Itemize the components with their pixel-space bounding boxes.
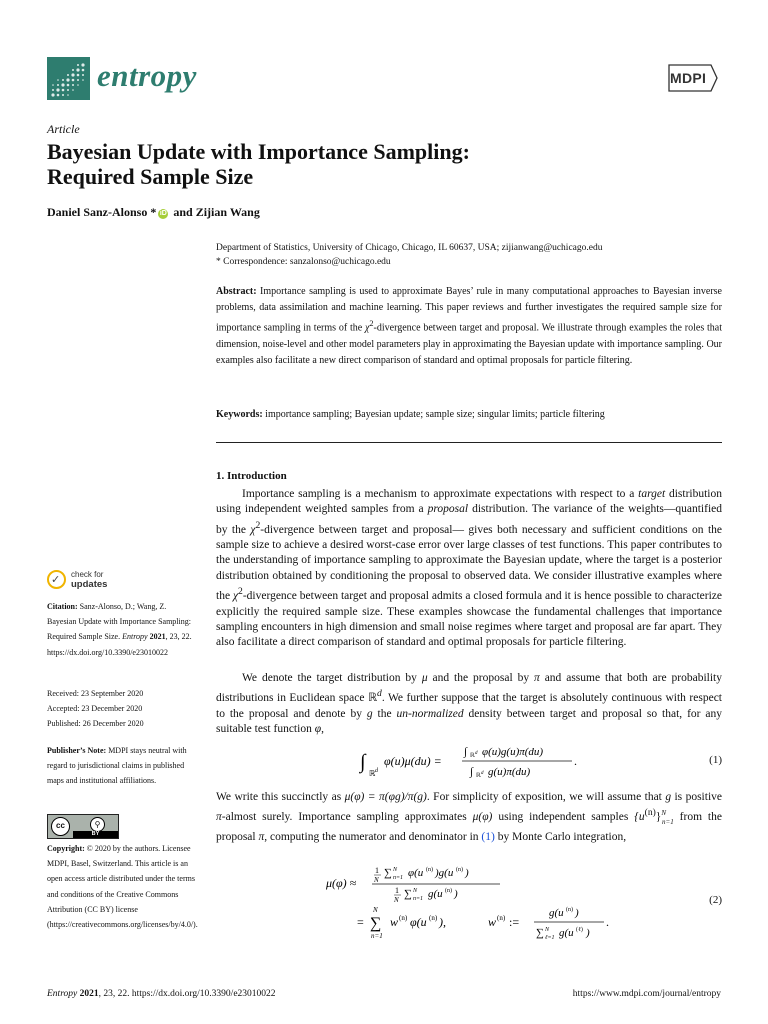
- p3-pi-2: π: [258, 830, 265, 843]
- intro-paragraph-3: [216, 790, 722, 845]
- svg-text:w: w: [488, 915, 497, 929]
- abstract-text-1: Importance sampling is used to approximate Bayes’ rule in many computational approaches to Bayesian inverse problems, data assimilation and machine learning. This paper reviews and further investigates the required sample size for importance sampling in terms of the: [216, 286, 722, 334]
- svg-text:1: 1: [395, 886, 399, 895]
- chi-symbol: χ: [364, 322, 370, 334]
- p2-dim: d: [377, 688, 382, 700]
- p3-text-f: from the proposal: [216, 811, 722, 843]
- p2-text-f: density between target and proposal so that, for any suitable test function: [216, 707, 722, 736]
- p3-g: g: [665, 791, 672, 803]
- orcid-icon[interactable]: iD: [159, 210, 167, 217]
- svg-text:∑: ∑: [404, 888, 412, 900]
- svg-text:): ): [575, 907, 579, 919]
- svg-text:(ℓ): (ℓ): [576, 927, 583, 933]
- check-line-1: check for: [71, 570, 104, 579]
- svg-text:(n): (n): [497, 914, 506, 922]
- checkmark-icon: ✓: [51, 573, 61, 586]
- svg-text:N: N: [413, 888, 418, 894]
- svg-text:φ(u)μ(du) =: φ(u)μ(du) =: [384, 754, 442, 768]
- svg-text:1: 1: [375, 866, 379, 875]
- svg-text:(n): (n): [426, 867, 433, 873]
- citation-block: [47, 599, 197, 660]
- p2-pi: π: [534, 672, 540, 684]
- article-title: [47, 139, 607, 189]
- equation-2: [216, 860, 722, 946]
- by-label: BY: [73, 831, 118, 838]
- p1-proposal: proposal: [427, 503, 469, 516]
- svg-text:ℝ: ℝ: [476, 773, 481, 779]
- footer-journal-url[interactable]: https://www.mdpi.com/journal/entropy: [572, 989, 721, 999]
- svg-text:)g(u: )g(u: [435, 867, 454, 879]
- footer-citation: [47, 989, 276, 999]
- publisher-note: [47, 743, 197, 789]
- mdpi-logo: [667, 63, 719, 93]
- intro-paragraph-1: [216, 487, 722, 651]
- svg-text:d: d: [481, 771, 484, 776]
- abstract: [216, 284, 722, 369]
- chi-superscript: 2: [369, 319, 374, 329]
- svg-text:φ(u: φ(u: [410, 915, 427, 929]
- svg-text:),: ),: [439, 915, 446, 929]
- svg-text:φ(u)g(u)π(du): φ(u)g(u)π(du): [482, 746, 544, 758]
- svg-text:=: =: [357, 915, 364, 929]
- author-1[interactable]: Daniel Sanz-Alonso *: [47, 205, 157, 219]
- svg-text:(n): (n): [445, 888, 452, 894]
- svg-text:d: d: [375, 768, 378, 774]
- svg-text:g(u: g(u: [559, 927, 574, 939]
- citation-journal: Entropy: [122, 632, 148, 642]
- svg-text:∑: ∑: [536, 927, 544, 939]
- copyright-block: [47, 841, 197, 932]
- svg-text:ℝ: ℝ: [470, 753, 475, 759]
- p2-phi: φ: [314, 723, 322, 736]
- svg-text:μ(φ) ≈: μ(φ) ≈: [326, 876, 357, 890]
- p3-samples-N: N: [661, 809, 666, 818]
- check-for-updates-badge[interactable]: [47, 570, 147, 592]
- p3-pi: π: [216, 811, 222, 824]
- svg-text::=: :=: [509, 915, 520, 929]
- publisher-note-label: Publisher’s Note:: [47, 746, 107, 755]
- svg-text:.: .: [606, 915, 609, 929]
- svg-text:(n): (n): [566, 907, 573, 913]
- copyright-text: © 2020 by the authors. Licensee MDPI, Basel, Switzerland. This article is an open access article distributed under the terms and conditions of the Creative Commons Attribution (CC BY) license (https://creativecommons.org/licenses/by/4.0/).: [47, 844, 198, 930]
- date-accepted: Accepted: 23 December 2020: [47, 704, 143, 713]
- svg-text:.: .: [574, 754, 577, 768]
- svg-text:g(u)π(du): g(u)π(du): [488, 766, 531, 778]
- footer-doi[interactable]: , 23, 22. https://dx.doi.org/10.3390/e23010022: [98, 989, 276, 999]
- p3-expression: μ(φ) = π(φg)/π(g): [344, 791, 427, 803]
- abstract-label: Abstract:: [216, 286, 257, 297]
- svg-text:g(u: g(u: [549, 907, 564, 919]
- svg-text:N: N: [394, 896, 399, 904]
- author-2[interactable]: and Zijian Wang: [173, 205, 260, 219]
- p3-text-a: We write this succinctly as: [216, 791, 345, 803]
- p2-end: ,: [321, 723, 324, 736]
- svg-text:(n): (n): [456, 867, 463, 873]
- svg-text:∫: ∫: [464, 746, 468, 758]
- svg-text:n=1: n=1: [393, 875, 404, 881]
- citation-text: Sanz-Alonso, D.; Wang, Z. Bayesian Update with Importance Sampling: Required Sample Size.: [47, 602, 191, 642]
- svg-text:(n): (n): [399, 914, 408, 922]
- p3-text-c: is positive: [671, 791, 722, 803]
- attribution-person-icon: ⚲: [90, 817, 105, 832]
- title-line-1: Bayesian Update with Importance Sampling:: [47, 139, 470, 164]
- p1-text-b: distribution using independent weighted samples from a: [216, 488, 722, 516]
- p1-chi: χ: [250, 523, 256, 536]
- equation-2-number: (2): [709, 894, 722, 906]
- citation-year: 2021: [147, 632, 166, 642]
- keywords-text: importance sampling; Bayesian update; sample size; singular limits; particle filtering: [262, 409, 605, 420]
- intro-paragraph-2: [216, 671, 722, 737]
- p2-text-d: . We further suppose that the target is absolutely continuous with respect to the proposal and denote by: [216, 692, 722, 720]
- p2-text-b: and the proposal by: [427, 672, 534, 684]
- publisher-note-text: MDPI stays neutral with regard to jurisdictional claims in published maps and institutional affiliations.: [47, 746, 187, 786]
- svg-text:N: N: [393, 867, 398, 873]
- p1-text-e: -divergence between target and proposal admits a closed formula and it is hence possible to characterize explicitly the required sample size. These examples showcase the fundamental challenges that importance sampling encounters in high dimension and small noise regimes where target and proposal are far apart. They also facilitate a direct comparison of standard and optimal proposals for particle filtering.: [216, 590, 722, 649]
- author-list: [47, 205, 260, 220]
- svg-text:∑: ∑: [370, 915, 382, 932]
- svg-text:∫: ∫: [470, 766, 474, 778]
- p3-samples-sup: (n): [644, 807, 656, 819]
- svg-text:): ): [465, 867, 469, 879]
- journal-logo: [47, 57, 90, 100]
- title-line-2: Required Sample Size: [47, 164, 254, 189]
- check-line-2: updates: [71, 579, 108, 590]
- svg-text:ℝ: ℝ: [369, 769, 376, 778]
- cc-by-license-badge[interactable]: [47, 814, 119, 839]
- p1-text-a: Importance sampling is a mechanism to approximate expectations with respect to a: [242, 488, 639, 500]
- p3-samples-close: }: [655, 811, 662, 824]
- p2-mu: μ: [421, 672, 428, 684]
- citation-rest: , 23, 22. https://dx.doi.org/10.3390/e23010022: [47, 632, 192, 657]
- svg-text:w: w: [390, 915, 399, 929]
- abstract-text-2: -divergence between target and proposal. We illustrate through examples the roles that dimension, noise-level and other model parameters play in approximating the Bayesian update with importance sampling. Our examples also facilitate a new direct comparison of standard and optimal proposals for particle filtering.: [216, 322, 722, 367]
- p1-chi-sup-2: 2: [238, 586, 243, 598]
- affiliation: Department of Statistics, University of Chicago, Chicago, IL 60637, USA; zijianwang@uchicago.edu: [216, 243, 603, 253]
- journal-name: entropy: [97, 58, 197, 93]
- svg-text:N: N: [545, 927, 550, 933]
- cc-icon: cc: [51, 817, 70, 836]
- p1-text-c: distribution. The variance of the weights—quantified by the: [216, 503, 722, 536]
- p3-samples: {u: [634, 811, 645, 824]
- p2-text-e: the: [372, 707, 397, 720]
- svg-text:g(u: g(u: [428, 888, 443, 900]
- publisher-name: MDPI: [670, 70, 707, 86]
- p2-text-c: and assume that both are probability distributions in Euclidean space: [216, 672, 722, 705]
- p2-real-symbol: ℝ: [367, 692, 378, 705]
- p3-text-b: . For simplicity of exposition, we will assume that: [426, 791, 666, 803]
- svg-text:ℓ=1: ℓ=1: [545, 935, 555, 941]
- date-published: Published: 26 December 2020: [47, 719, 144, 728]
- p3-text-g: , computing the numerator and denominator in: [264, 830, 482, 843]
- svg-text:N: N: [374, 876, 379, 884]
- citation-label: Citation:: [47, 602, 78, 611]
- section-divider: [216, 442, 722, 443]
- keywords-label: Keywords:: [216, 409, 263, 420]
- section-heading: 1. Introduction: [216, 470, 287, 482]
- article-type: Article: [47, 122, 80, 136]
- svg-text:n=1: n=1: [413, 896, 424, 902]
- footer-year: 2021: [77, 989, 99, 999]
- p1-text-d: -divergence between target and proposal— gives both necessary and sufficient conditions on the sample size to achieve a desired worst-case error over large classes of test functions. This paper contributes to the understanding of importance sampling to approximate the Bayesian update, where the target is a posterior distribution obtained by conditioning the proposal to observed data. We consider illustrative examples where the: [216, 523, 722, 603]
- svg-text:(n): (n): [429, 914, 438, 922]
- equation-1: [216, 738, 722, 782]
- svg-text:φ(u: φ(u: [408, 867, 424, 879]
- svg-text:∑: ∑: [384, 867, 392, 879]
- equation-1-number: (1): [709, 754, 722, 766]
- svg-text:d: d: [475, 751, 478, 756]
- svg-text:): ): [454, 888, 458, 900]
- copyright-label: Copyright:: [47, 844, 85, 853]
- p1-chi-2: χ: [232, 590, 239, 603]
- equation-ref-link[interactable]: (1): [481, 830, 495, 843]
- p1-chi-sup: 2: [255, 519, 261, 531]
- p2-text-a: We denote the target distribution by: [242, 672, 422, 684]
- p2-g: g: [366, 707, 373, 720]
- svg-text:∫: ∫: [360, 751, 366, 773]
- svg-text:N: N: [373, 906, 378, 914]
- svg-text:n=1: n=1: [371, 932, 383, 940]
- p1-target: target: [638, 488, 666, 500]
- p3-samples-n1: n=1: [662, 817, 674, 826]
- keywords: [216, 409, 722, 420]
- footer-journal: Entropy: [47, 989, 78, 999]
- p2-unnormalized: un-normalized: [396, 707, 464, 720]
- p3-mu: μ(φ): [472, 811, 493, 824]
- svg-text:): ): [586, 927, 590, 939]
- p3-text-e: using independent samples: [492, 811, 635, 824]
- p3-text-d: -almost surely. Importance sampling approximates: [221, 811, 473, 824]
- p3-text-h: by Monte Carlo integration,: [494, 830, 627, 843]
- date-received: Received: 23 September 2020: [47, 689, 144, 698]
- correspondence: * Correspondence: sanzalonso@uchicago.edu: [216, 257, 391, 267]
